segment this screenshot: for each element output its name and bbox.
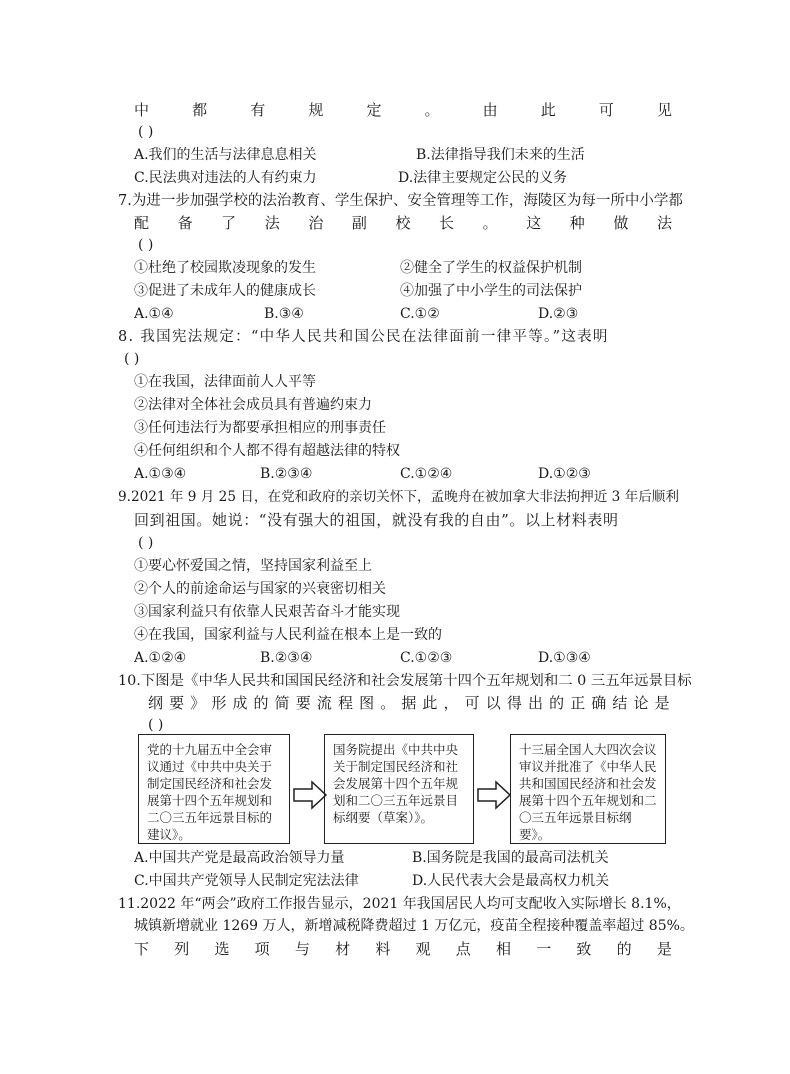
q9-item-4: ④在我国，国家利益与人民利益在根本上是一致的: [134, 627, 442, 643]
flowchart-arrow-2: [476, 780, 512, 810]
q9-answer-paren: ( ): [138, 535, 154, 551]
stem-char: 。: [424, 101, 440, 119]
stem-char: 下: [134, 940, 150, 958]
q11-stem-line2: 城镇新增就业 1269 万人，新增减税降费超过 1 万亿元，疫苗全程接种覆盖率超过 85%。: [134, 918, 694, 934]
q10-option-a[interactable]: A.中国共产党是最高政治领导力量: [134, 850, 345, 866]
stem-char: 的: [253, 694, 269, 712]
q9-option-b[interactable]: B.②③④: [260, 650, 313, 666]
q11-stem-line3: [134, 939, 672, 959]
q7-answer-paren: ( ): [138, 237, 154, 253]
q8-item-2: ②法律对全体社会成员具有普遍约束力: [134, 397, 372, 413]
stem-char: 这: [526, 214, 542, 232]
stem-char: 见: [656, 101, 672, 119]
q7-item-2: ②健全了学生的权益保护机制: [400, 260, 582, 276]
stem-char: 一: [536, 940, 552, 958]
q8-item-1: ①在我国，法律面前人人平等: [134, 374, 316, 390]
q9-option-d[interactable]: D.①③④: [538, 650, 591, 666]
q7-option-b[interactable]: B.③④: [264, 306, 304, 322]
stem-char: 的: [549, 694, 565, 712]
stem-char: 定: [366, 101, 382, 119]
q8-option-a[interactable]: A.①③④: [134, 466, 187, 482]
q6-stem-tail: [134, 100, 672, 120]
stem-char: 点: [455, 940, 471, 958]
stem-char: 的: [616, 940, 632, 958]
stem-char: 流: [316, 694, 332, 712]
stem-char: 相: [495, 940, 511, 958]
q9-item-1: ①要心怀爱国之情，坚持国家利益至上: [134, 558, 372, 574]
q10-stem-line1: 10.下图是《中华人民共和国国民经济和社会发展第十四个五年规划和二 0 三五年远景目标: [118, 673, 692, 689]
stem-char: 列: [174, 940, 190, 958]
stem-char: 观: [415, 940, 431, 958]
q7-option-d[interactable]: D.②③: [538, 306, 579, 322]
stem-char: 是: [656, 940, 672, 958]
stem-char: 据: [401, 694, 417, 712]
q8-option-d[interactable]: D.①②③: [538, 466, 591, 482]
q8-option-b[interactable]: B.②③④: [260, 466, 313, 482]
q10-option-c[interactable]: C.中国共产党领导人民制定宪法法律: [134, 873, 359, 889]
q7-stem-line1: 7.为进一步加强学校的法治教育、学生保护、安全管理等工作，海陵区为每一所中小学都: [118, 193, 683, 209]
stem-char: 配: [134, 214, 150, 232]
stem-char: 简: [274, 694, 290, 712]
stem-char: 材: [335, 940, 351, 958]
q6-option-d[interactable]: D.法律主要规定公民的义务: [398, 170, 568, 186]
stem-char: 论: [633, 694, 649, 712]
stem-char: 要: [295, 694, 311, 712]
q6-option-a[interactable]: A.我们的生活与法律息息相关: [134, 147, 317, 163]
stem-char: 致: [576, 940, 592, 958]
stem-char: 此: [422, 694, 438, 712]
q6-option-c[interactable]: C.民法典对违法的人有约束力: [134, 170, 317, 186]
stem-char: 选: [214, 940, 230, 958]
stem-char: 。: [380, 694, 396, 712]
stem-char: 与: [294, 940, 310, 958]
stem-char: 项: [254, 940, 270, 958]
stem-char: 成: [232, 694, 248, 712]
q8-option-c[interactable]: C.①②④: [400, 466, 453, 482]
q7-item-3: ③促进了未成年人的健康成长: [134, 283, 316, 299]
q8-item-3: ③任何违法行为都要承担相应的刑事责任: [134, 420, 386, 436]
stem-char: 得: [506, 694, 522, 712]
q10-option-d[interactable]: D.人民代表大会是最高权力机关: [412, 873, 610, 889]
stem-char: 校: [395, 214, 411, 232]
q8-item-4: ④任何组织和个人都不得有超越法律的特权: [134, 443, 400, 459]
stem-char: 形: [211, 694, 227, 712]
stem-char: 长: [439, 214, 455, 232]
q11-stem-line1: 11.2022 年“两会”政府工作报告显示，2021 年我国居民人均可支配收入实际增长 8.1%，: [118, 896, 681, 912]
q7-option-a[interactable]: A.①④: [134, 306, 174, 322]
q7-item-1: ①杜绝了校园欺凌现象的发生: [134, 260, 316, 276]
stem-char: 中: [134, 101, 150, 119]
stem-char: 治: [308, 214, 324, 232]
stem-char: 。: [482, 214, 498, 232]
q7-item-4: ④加强了中小学生的司法保护: [400, 283, 582, 299]
stem-char: 以: [485, 694, 501, 712]
stem-char: 图: [359, 694, 375, 712]
q9-option-c[interactable]: C.①②③: [400, 650, 453, 666]
stem-char: ，: [443, 694, 459, 712]
stem-char: 可: [598, 101, 614, 119]
q6-answer-paren: ( ): [138, 124, 154, 140]
q9-stem-line2: 回到祖国。她说：“没有强大的祖国，就没有我的自由”。以上材料表明: [134, 511, 619, 529]
stem-char: 备: [177, 214, 193, 232]
stem-char: 种: [569, 214, 585, 232]
q8-answer-paren: ( ): [124, 351, 140, 367]
stem-char: 要: [169, 694, 185, 712]
q8-stem: 8. 我国宪法规定：“中华人民共和国公民在法律面前一律平等。”这表明: [118, 329, 609, 345]
q6-option-b[interactable]: B.法律指导我们未来的生活: [416, 147, 585, 163]
stem-char: 程: [337, 694, 353, 712]
stem-char: 由: [482, 101, 498, 119]
q7-stem-line2: [134, 213, 672, 233]
stem-char: 纲: [148, 694, 164, 712]
q9-item-3: ③国家利益只有依靠人民艰苦奋斗才能实现: [134, 604, 400, 620]
stem-char: 都: [192, 101, 208, 119]
stem-char: 了: [221, 214, 237, 232]
stem-char: 出: [527, 694, 543, 712]
stem-char: 副: [351, 214, 367, 232]
q9-option-a[interactable]: A.①②④: [134, 650, 187, 666]
q10-stem-line2: [148, 693, 670, 713]
flowchart-arrow-1: [292, 780, 328, 810]
stem-char: 结: [612, 694, 628, 712]
q10-option-b[interactable]: B.国务院是我国的最高司法机关: [412, 850, 609, 866]
stem-char: 法: [656, 214, 672, 232]
stem-char: 正: [570, 694, 586, 712]
q9-stem-line1: 9.2021 年 9 月 25 日，在党和政府的亲切关怀下，孟晚舟在被加拿大非法拘押近 3 年后顺利: [118, 489, 679, 505]
q7-option-c[interactable]: C.①②: [400, 306, 440, 322]
flowchart-box-1: 党的十九届五中全会审议通过《中共中央关于制定国民经济和社会发展第十四个五年规划和二〇三五年远景目标的建议》。: [138, 734, 290, 844]
stem-char: 此: [540, 101, 556, 119]
stem-char: 确: [591, 694, 607, 712]
stem-char: 料: [375, 940, 391, 958]
stem-char: 可: [464, 694, 480, 712]
q9-item-2: ②个人的前途命运与国家的兴衰密切相关: [134, 581, 386, 597]
stem-char: 法: [264, 214, 280, 232]
stem-char: 有: [250, 101, 266, 119]
flowchart-box-3: 十三届全国人大四次会议审议并批准了《中华人民共和国国民经济和社会发展第十四个五年规划和二〇三五年远景目标纲要》。: [510, 734, 666, 844]
stem-char: 做: [613, 214, 629, 232]
stem-char: 》: [190, 694, 206, 712]
q10-answer-paren: ( ): [148, 717, 164, 733]
flowchart-box-2: 国务院提出《中共中央关于制定国民经济和社会发展第十四个五年规划和二〇三五年远景目标纲要（草案）》。: [324, 734, 474, 844]
stem-char: 规: [308, 101, 324, 119]
stem-char: 是: [654, 694, 670, 712]
